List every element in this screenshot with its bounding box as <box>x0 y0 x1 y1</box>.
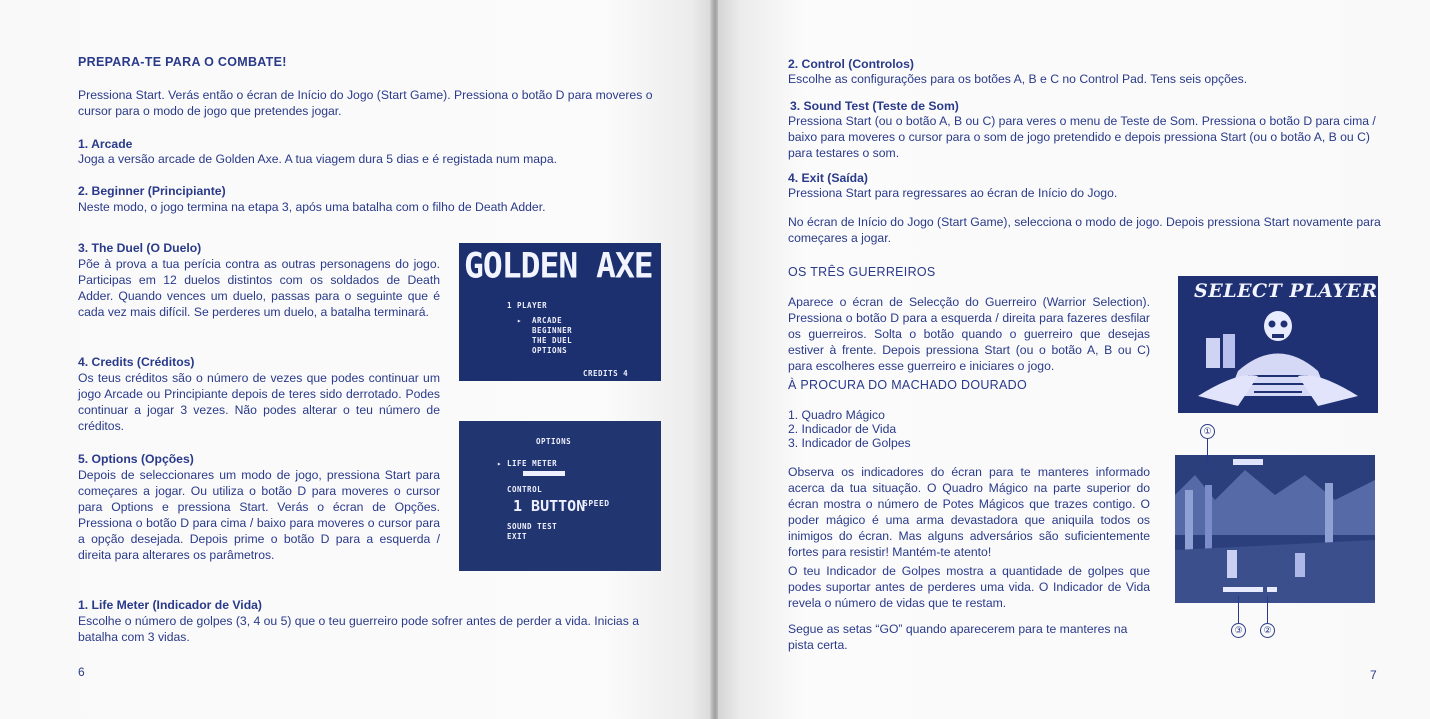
options-heading: 5. Options (Opções) <box>78 452 194 466</box>
select-player-title: SELECT PLAYER <box>1194 280 1378 302</box>
options-cursor: ▸ <box>497 459 503 468</box>
gameplay-screenshot <box>1175 455 1375 603</box>
control-side: SPEED <box>583 499 610 508</box>
blows-text: O teu Indicador de Golpes mostra a quantidade de golpes que podes suportar antes de perderes uma vida. O Indicador de Vida revela o número de vidas que te restam. <box>788 564 1150 610</box>
control-heading: 2. Control (Controlos) <box>788 57 914 71</box>
indicator-1: 1. Quadro Mágico <box>788 408 885 422</box>
arcade-text: Joga a versão arcade de Golden Axe. A tua viagem dura 5 dias e é registada num mapa. <box>78 152 557 166</box>
life-meter-heading: 1. Life Meter (Indicador de Vida) <box>78 598 262 612</box>
menu-cursor: ▸ <box>517 316 523 325</box>
page-number: 7 <box>1370 668 1377 682</box>
options-text: Depois de seleccionares um modo de jogo, pressiona Start para começares a jogar. Ou utiliza o botão D para moveres o cursor para Options e pressiona Start. Verás o écran de Opções. Pressiona o botão D para cima / baixo para moveres o cursor para a opção desejada. Depois prime o botão D para a esquerda / direita para alterares os parâmetros. <box>78 468 440 562</box>
option-exit: EXIT <box>507 532 528 541</box>
right-page <box>718 0 1430 719</box>
credits-heading: 4. Credits (Créditos) <box>78 355 195 369</box>
callout-1-leader <box>1207 438 1208 468</box>
control-text: Escolhe as configurações para os botões A, B e C no Control Pad. Tens seis opções. <box>788 72 1248 86</box>
page-number: 6 <box>78 665 85 679</box>
sound-test-heading: 3. Sound Test (Teste de Som) <box>790 99 959 113</box>
arcade-heading: 1. Arcade <box>78 137 133 151</box>
golden-axe-quest-title: À PROCURA DO MACHADO DOURADO <box>788 378 1027 392</box>
gameplay-scene <box>1175 455 1375 603</box>
intro-text: Pressiona Start. Verás então o écran de Início do Jogo (Start Game). Pressiona o botão D para moveres o cursor para o modo de jogo que pretendes jogar. <box>78 88 653 118</box>
option-sound-test: SOUND TEST <box>507 522 558 531</box>
beginner-heading: 2. Beginner (Principiante) <box>78 184 226 198</box>
page-title: PREPARA-TE PARA O COMBATE! <box>78 55 287 69</box>
beginner-text: Neste modo, o jogo termina na etapa 3, após uma batalha com o filho de Death Adder. <box>78 200 546 214</box>
options-screen-screenshot <box>459 421 661 571</box>
skeleton-illustration <box>1178 276 1378 413</box>
observe-text: Observa os indicadores do écran para te manteres informado acerca da tua situação. O Quadro Mágico na parte superior do écran mostra o número de Potes Mágicos que trazes contigo. O poder mágico é uma arma devastadora que aniquila todos os inimigos do écran. Mas alguns adversários são suficientemente fortes para resistir! Mantém-te atento! <box>788 465 1150 559</box>
options-screen-title: OPTIONS <box>536 437 572 446</box>
control-value: 1 BUTTON <box>513 497 586 515</box>
warriors-text: Aparece o écran de Selecção do Guerreiro (Warrior Selection). Pressiona o botão D para a esquerda / direita para fazeres desfilar os guerreiros. Solta o botão quando o guerreiro que desejas estiver à frente. Depois pressiona Start (ou o botão A, B ou C) para escolheres esse guerreiro e iniciares o jogo. <box>788 295 1150 373</box>
duel-heading: 3. The Duel (O Duelo) <box>78 241 202 255</box>
credits-text: Os teus créditos são o número de vezes que podes continuar um jogo Arcade ou Principiante depois de teres sido derrotado. Podes continuar a jogar 3 vezes. Não podes alterar o teu número de créditos. <box>78 371 440 433</box>
life-meter-bar <box>523 471 565 476</box>
left-page <box>0 0 712 719</box>
callout-2-leader <box>1267 596 1268 623</box>
menu-beginner: BEGINNER <box>532 326 573 335</box>
life-meter-text: Escolhe o número de golpes (3, 4 ou 5) que o teu guerreiro pode sofrer antes de perder a vida. Inicias a batalha com 3 vidas. <box>78 614 639 644</box>
duel-text: Põe à prova a tua perícia contra as outras personagens do jogo. Participas em 12 duelos distintos com os soldados de Death Adder. Quando vences um duelo, passas para o seguinte que é cada vez mais difícil. Se perderes um duelo, a batalha terminará. <box>78 257 440 319</box>
select-mode-text: No écran de Início do Jogo (Start Game), selecciona o modo de jogo. Depois pressiona Start novamente para começares a jogar. <box>788 215 1381 245</box>
sound-test-text: Pressiona Start (ou o botão A, B ou C) para veres o menu de Teste de Som. Pressiona o botão D para cima / baixo para moveres o cursor para o som de jogo pretendido e depois pressiona Start (ou o botão A, B ou C) para testares o som. <box>788 114 1376 160</box>
callout-1-icon: ① <box>1200 424 1215 439</box>
option-life-meter: LIFE METER <box>507 459 558 468</box>
callout-3-leader <box>1238 596 1239 623</box>
golden-axe-logo: GOLDEN AXE <box>464 245 653 286</box>
menu-1-player: 1 PLAYER <box>507 301 548 310</box>
menu-arcade: ARCADE <box>532 316 563 325</box>
menu-the-duel: THE DUEL <box>532 336 573 345</box>
callout-2-icon: ② <box>1260 623 1275 638</box>
exit-text: Pressiona Start para regressares ao écran de Início do Jogo. <box>788 186 1118 200</box>
select-player-screenshot <box>1178 276 1378 413</box>
indicator-3: 3. Indicador de Golpes <box>788 436 911 450</box>
credits-readout: CREDITS 4 <box>583 369 629 378</box>
indicator-2: 2. Indicador de Vida <box>788 422 897 436</box>
option-control: CONTROL <box>507 485 543 494</box>
callout-3-icon: ③ <box>1231 623 1246 638</box>
arrows-text: Segue as setas “GO” quando aparecerem para te manteres na pista certa. <box>788 622 1128 652</box>
menu-options: OPTIONS <box>532 346 568 355</box>
warriors-title: OS TRÊS GUERREIROS <box>788 265 936 279</box>
exit-heading: 4. Exit (Saída) <box>788 171 868 185</box>
title-screen-screenshot <box>459 243 661 381</box>
